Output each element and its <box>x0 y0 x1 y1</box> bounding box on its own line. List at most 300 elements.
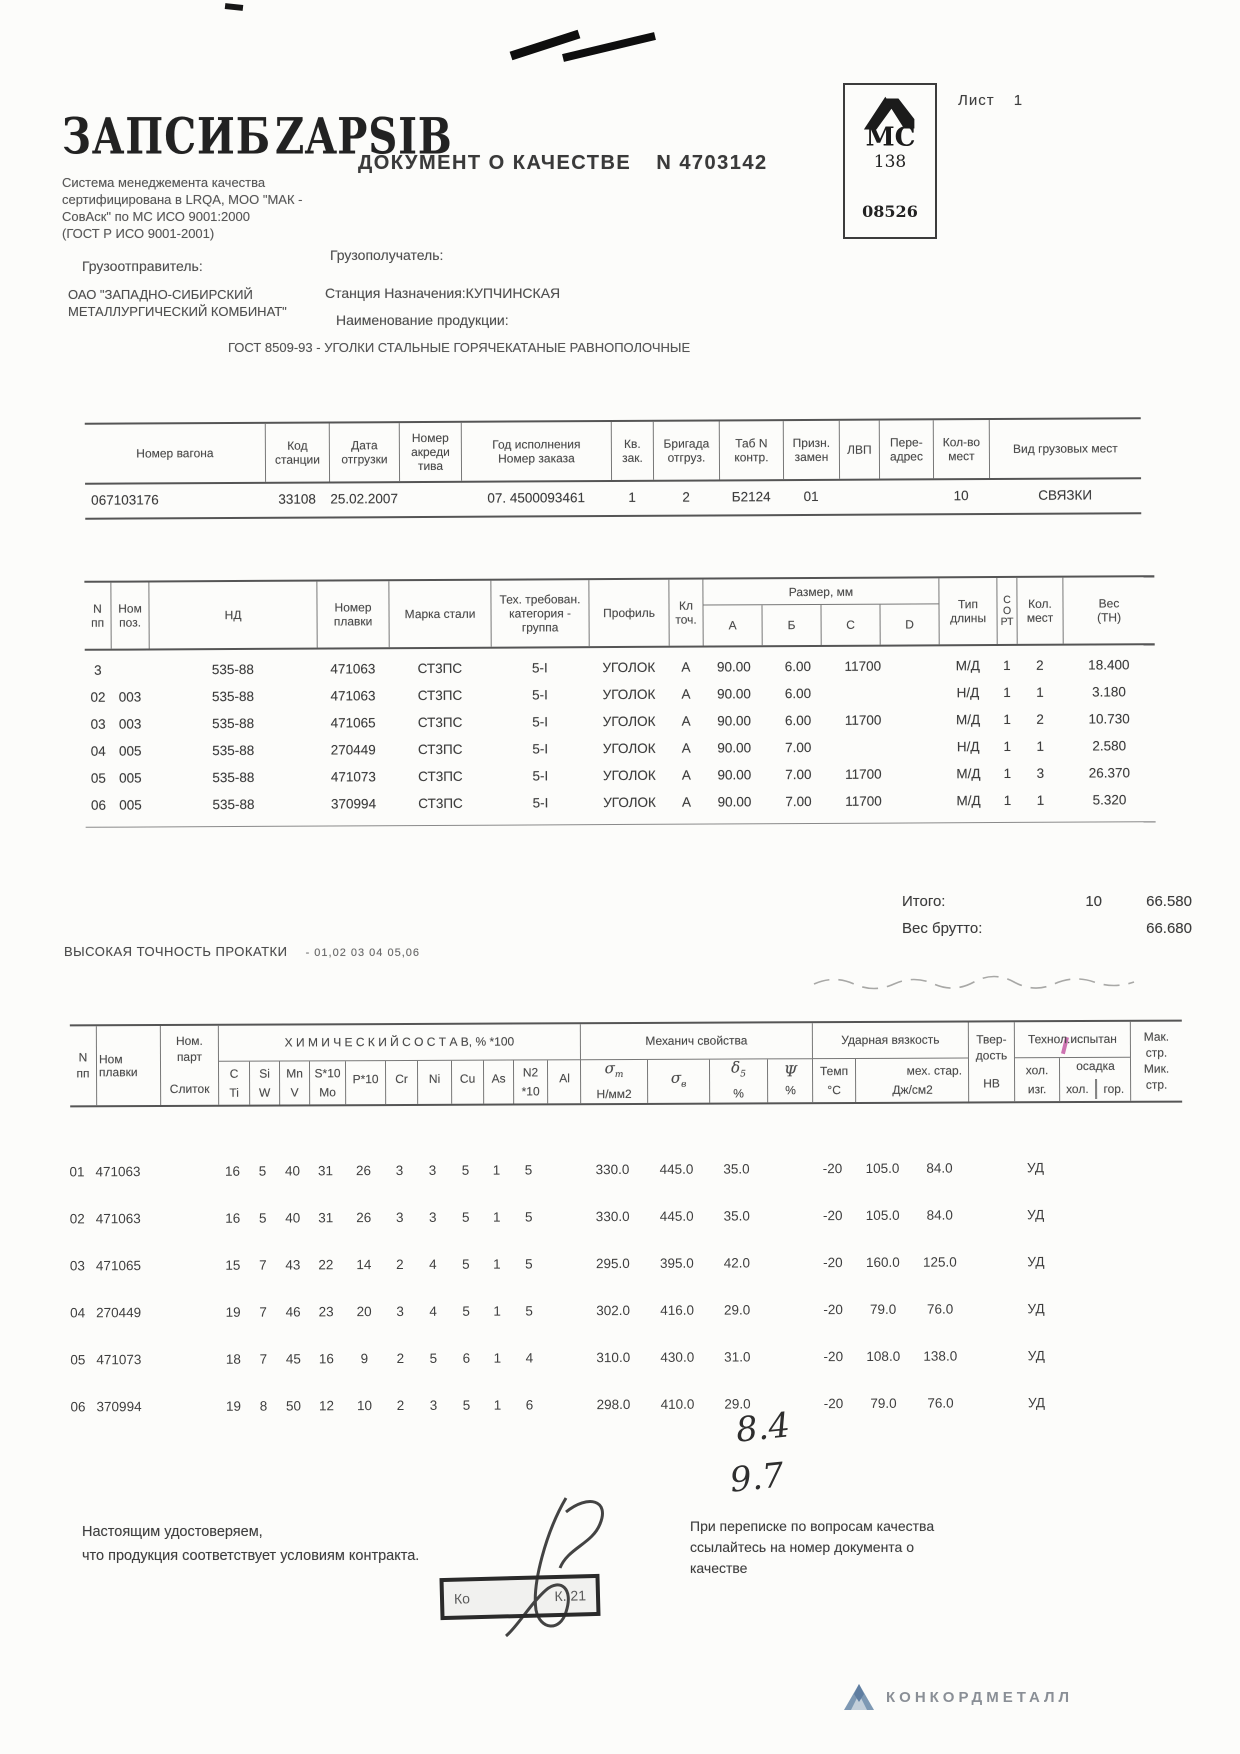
cell: 5 <box>524 1162 533 1178</box>
cell: 05 <box>70 1352 86 1368</box>
cell: 270449 <box>96 1305 142 1321</box>
cell: 90.00 <box>717 794 752 810</box>
col-header <box>968 1022 1014 1101</box>
cell: 42.0 <box>723 1255 751 1271</box>
cell: 535-88 <box>212 796 255 813</box>
col-header-line: дость <box>975 1048 1008 1063</box>
control-stamp-text: Ко <box>453 1590 471 1607</box>
cell: А <box>681 713 691 729</box>
cell: 005 <box>118 743 142 759</box>
col-header-line: пп <box>76 1066 90 1081</box>
cell: 416.0 <box>660 1302 695 1318</box>
cell: Н/Д <box>956 739 980 755</box>
control-stamp-text: К. 21 <box>554 1587 587 1605</box>
col-header <box>709 1059 767 1102</box>
cell: 471065 <box>95 1258 141 1274</box>
cell: А <box>681 740 691 756</box>
col-header-line: мех. стар. <box>906 1063 963 1078</box>
chem-table-body <box>69 1144 1182 1431</box>
scan-artifact-squiggle <box>810 968 1155 996</box>
cell: 7 <box>259 1257 267 1273</box>
cell: 15 <box>225 1257 241 1273</box>
col-header: Бригада отгруз. <box>653 421 719 479</box>
col-header-line: Ti <box>229 1085 239 1100</box>
col-header-line: Al <box>559 1071 570 1086</box>
cell: 5 <box>462 1256 470 1272</box>
col-header: Кл точ. <box>668 580 702 646</box>
mc-roof-icon <box>860 93 920 149</box>
cell: 2 <box>682 489 690 505</box>
product-table-body <box>85 645 1156 828</box>
mc-letters: МС <box>865 121 916 149</box>
cell: 06 <box>90 797 107 813</box>
cell: -20 <box>823 1396 844 1412</box>
cell: 10 <box>356 1398 373 1414</box>
cell: 84.0 <box>926 1207 953 1223</box>
col-header-line: Ном. <box>175 1033 203 1048</box>
cell: 5 <box>525 1256 533 1272</box>
tech-group-title: Технол.испытан <box>1015 1022 1130 1059</box>
doc-title-row <box>358 152 768 175</box>
col-header: Ном плавки <box>96 1026 160 1105</box>
cell: 445.0 <box>659 1208 694 1224</box>
cell: 535-88 <box>212 715 255 732</box>
cell: -20 <box>822 1208 843 1224</box>
cell: 1 <box>1003 765 1012 781</box>
cell: 295.0 <box>595 1255 630 1272</box>
cell: 6 <box>525 1397 534 1413</box>
cell: 5.320 <box>1092 792 1127 808</box>
cell: 90.00 <box>716 659 751 675</box>
col-header: Призн. замен <box>783 421 839 479</box>
cell: 04 <box>70 1305 86 1321</box>
cell: 1 <box>492 1209 501 1225</box>
col-header-line: (ТН) <box>1097 610 1122 625</box>
precision-note-numbers: - 01,02 03 04 05,06 <box>305 947 420 959</box>
cell: 410.0 <box>660 1396 695 1412</box>
col-header-line: Mn <box>286 1065 303 1080</box>
cell: 16 <box>318 1351 334 1367</box>
product-name: ГОСТ 8509-93 - УГОЛКИ СТАЛЬНЫЕ ГОРЯЧЕКАТАНЫЕ РАВНОПОЛОЧНЫЕ <box>228 340 691 355</box>
col-header: Код станции <box>265 423 329 481</box>
col-header: Марка стали <box>388 581 490 648</box>
cell: 5-I <box>532 768 549 784</box>
col-header-line: Мак. <box>1143 1029 1170 1044</box>
cell: 125.0 <box>922 1254 957 1270</box>
col-header-line: S*10 <box>314 1065 341 1080</box>
cell: 19 <box>225 1304 241 1320</box>
table-row <box>70 1379 1182 1431</box>
cell: СВЯЗКИ <box>1038 487 1093 503</box>
cell: 6.00 <box>784 658 811 675</box>
cell: 2 <box>396 1256 404 1273</box>
col-header-line: хол. <box>1025 1062 1049 1077</box>
destination-station: Станция Назначения:КУПЧИНСКАЯ <box>325 285 561 301</box>
impact-column-group <box>812 1023 968 1103</box>
cell: 5 <box>525 1303 533 1319</box>
cell: Н/Д <box>956 685 980 701</box>
col-header: Размер, мм <box>703 578 938 605</box>
cell: 1 <box>1003 792 1012 808</box>
cell: СТ3ПС <box>418 768 463 785</box>
mc-certification-stamp <box>843 83 937 239</box>
cell: УГОЛОК <box>602 713 656 730</box>
cell: 02 <box>90 689 106 705</box>
col-header: ЛВП <box>839 421 879 479</box>
zapsib-logo <box>62 106 453 166</box>
cell: 11700 <box>844 658 882 674</box>
cell: 7.00 <box>785 739 812 756</box>
col-header: НД <box>148 582 316 649</box>
cell: СТ3ПС <box>417 687 463 704</box>
cell: М/Д <box>956 766 981 782</box>
cell: 31 <box>317 1163 334 1179</box>
attestation-line: что продукция соответствует условиям контракта. <box>82 1548 420 1564</box>
cell: 1 <box>493 1303 501 1319</box>
col-header-line: Cr <box>395 1071 408 1087</box>
col-header-line: Н/мм2 <box>596 1086 632 1102</box>
col-header: D <box>879 604 938 644</box>
cell: СТ3ПС <box>418 795 463 812</box>
cell: 3 <box>1036 765 1045 781</box>
cell: 3 <box>428 1209 437 1225</box>
sigma-sub: т <box>614 1070 624 1081</box>
col-header: Б <box>761 605 820 645</box>
col-header-line: изг. <box>1027 1081 1047 1096</box>
col-header-line: % <box>733 1086 744 1101</box>
cell: 35.0 <box>723 1161 750 1177</box>
cell: СТ3ПС <box>417 741 463 758</box>
cell: 298.0 <box>596 1396 631 1413</box>
cell: 35.0 <box>723 1208 750 1224</box>
col-header-line: N <box>78 1050 88 1065</box>
table-row <box>70 1285 1182 1337</box>
cell: 160.0 <box>865 1254 900 1270</box>
col-header <box>385 1061 417 1104</box>
cell: 5 <box>461 1162 470 1178</box>
cell <box>399 491 461 506</box>
cell: 1 <box>1036 792 1045 808</box>
col-header <box>647 1060 709 1103</box>
cell: 471073 <box>330 769 376 785</box>
col-header: Пере- адрес <box>879 420 933 478</box>
cell: 7.00 <box>785 793 812 810</box>
col-header-line: V <box>290 1084 299 1099</box>
col-header: Кол. мест <box>1016 578 1062 644</box>
col-header-line: стр. <box>1145 1045 1168 1060</box>
cell: 445.0 <box>659 1161 694 1177</box>
cell: А <box>681 794 692 810</box>
cell: 20 <box>356 1304 372 1320</box>
table-row <box>70 1332 1182 1384</box>
cell: 330.0 <box>595 1161 630 1178</box>
cell: 11700 <box>844 712 882 728</box>
col-header-line: Si <box>259 1066 270 1081</box>
delta-sub: 5 <box>740 1069 746 1080</box>
col-header <box>483 1060 513 1103</box>
cell: 6.00 <box>784 712 812 729</box>
cell: УГОЛОК <box>603 794 656 811</box>
cell: 90.00 <box>717 713 752 729</box>
col-header-line: C <box>229 1066 239 1081</box>
cell: 5 <box>462 1397 471 1413</box>
cell: УД <box>1027 1395 1046 1411</box>
shipper-name <box>68 286 287 320</box>
cell: 1 <box>493 1256 501 1272</box>
cell: М/Д <box>956 793 981 809</box>
cell: 3 <box>396 1303 404 1320</box>
chem-table-header <box>70 1020 1182 1108</box>
cell: 07. 4500093461 <box>487 490 585 506</box>
col-header <box>417 1061 451 1104</box>
table-row <box>69 1144 1181 1196</box>
col-header-line: As <box>491 1071 506 1086</box>
cell: 535-88 <box>211 688 255 705</box>
cell: 3 <box>94 662 102 678</box>
cell: 1 <box>1003 657 1011 673</box>
cell: 16 <box>225 1210 241 1226</box>
col-header-line: Mo <box>319 1084 336 1099</box>
cell: 1 <box>1036 738 1045 754</box>
cell: 5 <box>462 1303 470 1319</box>
col-header: Таб N контр. <box>719 421 783 479</box>
cert-line: сертифицирована в LRQA, МОО "МАК - <box>62 192 303 207</box>
cell: 9 <box>360 1351 369 1367</box>
col-header: Вид грузовых мест <box>989 419 1141 478</box>
psi-symbol: Ψ <box>783 1061 798 1080</box>
cell: 1 <box>1003 684 1011 700</box>
cell: 46 <box>285 1304 301 1320</box>
cell: 430.0 <box>660 1349 695 1365</box>
mc-stamp-code: 08526 <box>862 202 918 221</box>
cell: -20 <box>823 1349 844 1365</box>
cell: 471073 <box>96 1352 142 1368</box>
col-header <box>767 1059 813 1102</box>
col-header <box>813 1059 855 1102</box>
cell: 1 <box>628 489 636 505</box>
cell: 370994 <box>96 1399 142 1415</box>
shipper-name-line: МЕТАЛЛУРГИЧЕСКИЙ КОМБИНАТ" <box>68 304 287 319</box>
cell: 11700 <box>845 793 882 809</box>
col-header-line: Ni <box>428 1071 441 1086</box>
konkordmetall-logo-icon <box>842 1682 876 1712</box>
cell: 3 <box>429 1397 438 1413</box>
cell: 76.0 <box>927 1395 954 1411</box>
cell: -20 <box>823 1255 843 1271</box>
doc-number: N 4703142 <box>656 152 768 174</box>
mech-group-title: Механич свойства <box>581 1023 812 1060</box>
cell: УД <box>1026 1160 1045 1176</box>
correspondence-note <box>690 1516 934 1579</box>
col-header-line: N2 <box>522 1064 539 1079</box>
cell: 90.00 <box>717 740 752 756</box>
col-header: Профиль <box>588 580 668 646</box>
cell: 2 <box>1036 711 1044 727</box>
cell: 05 <box>90 770 106 786</box>
sheet-label: Лист <box>958 92 995 109</box>
cell: 270449 <box>330 742 376 758</box>
table-row <box>85 786 1155 819</box>
cell: 5 <box>258 1163 267 1179</box>
col-header <box>581 1060 647 1103</box>
zapsib-logo-block <box>62 106 453 242</box>
col-header <box>249 1062 279 1105</box>
cell: УГОЛОК <box>602 659 656 676</box>
col-header <box>219 1062 249 1105</box>
col-header: Кол-во мест <box>933 420 989 478</box>
cell: 01 <box>803 488 819 505</box>
cell: 26.370 <box>1088 765 1131 781</box>
cell: 50 <box>285 1398 302 1414</box>
cell: 03 <box>90 716 106 732</box>
col-header-line: стр. <box>1145 1077 1168 1092</box>
brutto-ves: 66.680 <box>1146 920 1192 937</box>
cell: 2 <box>1036 657 1044 673</box>
attestation-text <box>82 1520 419 1568</box>
cell: 10.730 <box>1088 711 1130 727</box>
brutto-label: Вес брутто: <box>902 920 983 937</box>
cell: 2 <box>396 1397 405 1414</box>
table-row <box>70 1191 1182 1243</box>
cell: 535-88 <box>211 661 254 678</box>
cell: 2 <box>396 1350 405 1367</box>
cell: 471063 <box>95 1164 141 1180</box>
cell: 1 <box>1003 711 1011 727</box>
cell: М/Д <box>955 712 981 728</box>
cell: СТ3ПС <box>417 660 463 677</box>
cell <box>839 489 879 504</box>
cell: 1 <box>1036 684 1044 700</box>
cell: 18.400 <box>1088 657 1130 673</box>
product-table <box>84 575 1155 828</box>
col-header-line: хол. <box>1060 1079 1096 1099</box>
cell: 310.0 <box>596 1349 631 1366</box>
correspondence-line: ссылайтесь на номер документа о <box>690 1539 915 1555</box>
col-header <box>996 578 1016 644</box>
cell: 23 <box>318 1304 334 1320</box>
scan-artifact-marks <box>505 24 665 64</box>
cell: УГОЛОК <box>602 686 656 703</box>
shipper-name-line: ОАО "ЗАПАДНО-СИБИРСКИЙ <box>68 287 253 302</box>
cell: 6.00 <box>784 685 812 702</box>
cell: 5 <box>429 1350 438 1366</box>
col-header-line: °C <box>827 1082 841 1097</box>
correspondence-line: качестве <box>690 1560 748 1576</box>
col-header <box>451 1061 483 1104</box>
cell: 16 <box>224 1163 241 1179</box>
cert-line: (ГОСТ Р ИСО 9001-2001) <box>62 226 215 241</box>
cell: 1 <box>1003 738 1012 754</box>
cell: 5 <box>524 1209 533 1225</box>
cell: 31.0 <box>724 1349 751 1365</box>
chem-group-title: Х И М И Ч Е С К И Й С О С Т А В, % *100 <box>219 1024 580 1062</box>
cell: 5 <box>258 1210 267 1226</box>
konkordmetall-brand-text: КОНКОРДМЕТАЛЛ <box>886 1688 1074 1706</box>
chem-column-group <box>218 1024 580 1105</box>
col-header-line: Дж/см2 <box>892 1082 933 1097</box>
cell: М/Д <box>955 658 980 674</box>
cell: 6 <box>462 1350 471 1366</box>
col-header-line: % <box>785 1082 796 1097</box>
cell: 395.0 <box>659 1255 694 1271</box>
sheet-indicator <box>958 92 1023 109</box>
col-header: Ном поз. <box>110 582 148 648</box>
cell: Б2124 <box>731 489 771 505</box>
cell: 5-I <box>532 687 548 703</box>
col-header: Дата отгрузки <box>329 423 399 481</box>
col-header <box>1059 1058 1131 1101</box>
cell: 1 <box>493 1397 502 1413</box>
mech-column-group <box>580 1023 812 1103</box>
cell: 06 <box>70 1399 86 1415</box>
cell: -20 <box>823 1302 843 1318</box>
cell: 471063 <box>330 688 376 704</box>
cell: 90.00 <box>717 767 752 783</box>
totals-block <box>902 888 1192 942</box>
col-header <box>1062 577 1154 643</box>
col-header <box>309 1061 345 1104</box>
cell: 471063 <box>330 661 376 677</box>
zapsib-logo-en: ZAPSIB <box>275 106 453 166</box>
cell: 29.0 <box>723 1302 751 1318</box>
cell: 03 <box>69 1258 85 1274</box>
cell: 535-88 <box>212 769 255 786</box>
col-header <box>855 1059 969 1102</box>
handwritten-value-2: 9.7 <box>728 1455 787 1501</box>
cell: УД <box>1027 1254 1045 1270</box>
itogo-ves: 66.580 <box>1146 893 1192 910</box>
cell: 79.0 <box>869 1301 897 1317</box>
col-header: N пп <box>91 601 105 630</box>
wagon-table-header <box>85 417 1141 485</box>
control-stamp <box>439 1574 600 1620</box>
cell: 29.0 <box>724 1396 751 1412</box>
cell: А <box>681 767 691 783</box>
cell: 003 <box>118 716 142 732</box>
cell: 18 <box>225 1351 241 1367</box>
cell: 22 <box>318 1257 334 1273</box>
cell: 5-I <box>532 795 549 811</box>
cert-line: СовАск" по МС ИСО 9001:2000 <box>62 209 250 224</box>
sigma-symbol: σ <box>604 1059 615 1078</box>
cell: 14 <box>356 1257 372 1273</box>
cell: 3 <box>395 1209 404 1226</box>
cell: 10 <box>953 488 969 504</box>
cell: 3 <box>395 1162 404 1179</box>
cell: 105.0 <box>865 1160 900 1176</box>
cell: 5 <box>461 1209 470 1225</box>
cell: УД <box>1027 1348 1045 1364</box>
cell: 33108 <box>278 491 316 507</box>
col-header <box>547 1060 581 1103</box>
cell: УГОЛОК <box>602 767 656 784</box>
col-header <box>160 1026 218 1105</box>
col-header: Тип длины <box>938 578 996 644</box>
cell: 108.0 <box>866 1348 901 1364</box>
col-header <box>70 1026 96 1105</box>
col-header: Кв. зак. <box>611 422 653 480</box>
cell: 12 <box>318 1398 335 1414</box>
cell: 11700 <box>845 766 882 782</box>
konkordmetall-brand <box>842 1682 1073 1712</box>
itogo-label: Итого: <box>902 893 946 910</box>
precision-note <box>64 944 420 959</box>
col-header-line: *10 <box>521 1083 540 1098</box>
precision-note-text: ВЫСОКАЯ ТОЧНОСТЬ ПРОКАТКИ <box>64 944 288 959</box>
product-table-header <box>84 575 1154 651</box>
col-header-line: Твер- <box>976 1032 1007 1047</box>
col-header-line: W <box>258 1085 271 1100</box>
